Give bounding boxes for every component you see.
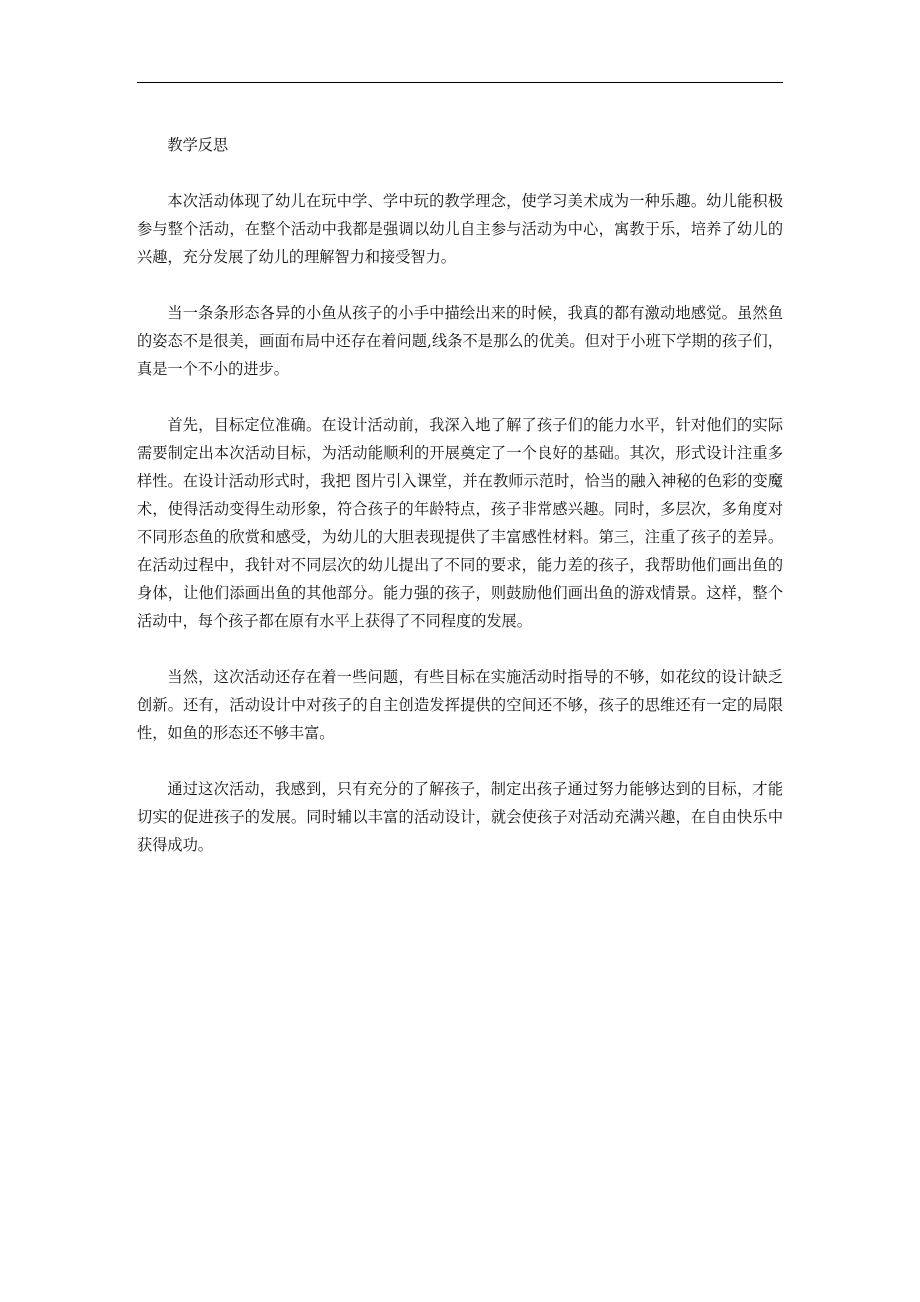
paragraph-5: 通过这次活动，我感到，只有充分的了解孩子，制定出孩子通过努力能够达到的目标，才能切实的促进孩子的发展。同时辅以丰富的活动设计，就会使孩子对活动充满兴趣，在自由快乐中获得成功。: [137, 780, 783, 854]
document-body: [137, 131, 783, 887]
paragraph-1: 本次活动体现了幼儿在玩中学、学中玩的教学理念，使学习美术成为一种乐趣。幼儿能积极参与整个活动，在整个活动中我都是强调以幼儿自主参与活动为中心，寓教于乐，培养了幼儿的兴趣，充分发展了幼儿的理解智力和接受智力。: [137, 192, 783, 266]
section-heading: 教学反思: [167, 136, 229, 154]
paragraph-4: 当然，这次活动还存在着一些问题，有些目标在实施活动时指导的不够，如花纹的设计缺乏创新。还有，活动设计中对孩子的自主创造发挥提供的空间还不够，孩子的思维还有一定的局限性，如鱼的形态还不够丰富。: [137, 668, 783, 742]
header-rule: [137, 82, 783, 83]
paragraph-3: 首先，目标定位准确。在设计活动前，我深入地了解了孩子们的能力水平，针对他们的实际需要制定出本次活动目标，为活动能顺利的开展奠定了一个良好的基础。其次，形式设计注重多样性。在设计活动形式时，我把 图片引入课堂，并在教师示范时，恰当的融入神秘的色彩的变魔术，使得活动变得生动形象，符合孩子的年龄特点，孩子非常感兴趣。同时，多层次，多角度对不同形态鱼的欣赏和感受，为幼儿的大胆表现提供了丰富感性材料。第三，注重了孩子的差异。在活动过程中，我针对不同层次的幼儿提出了不同的要求，能力差的孩子，我帮助他们画出鱼的身体，让他们添画出鱼的其他部分。能力强的孩子，则鼓励他们画出鱼的游戏情景。这样，整个活动中，每个孩子都在原有水平上获得了不同程度的发展。: [137, 416, 783, 630]
paragraph-2: 当一条条形态各异的小鱼从孩子的小手中描绘出来的时候，我真的都有激动地感觉。虽然鱼的姿态不是很美，画面布局中还存在着问题,线条不是那么的优美。但对于小班下学期的孩子们，真是一个不小的进步。: [137, 304, 783, 378]
